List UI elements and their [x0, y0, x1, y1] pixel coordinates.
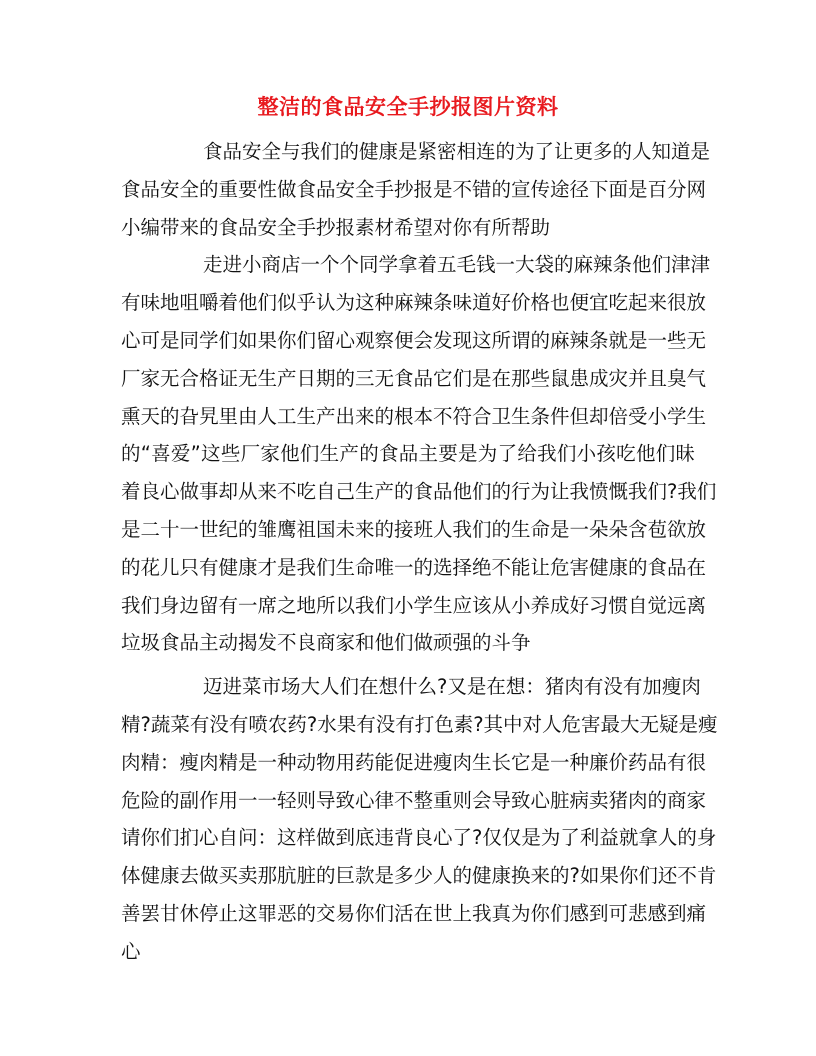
text-line: 善罢甘休停止这罪恶的交易你们活在世上我真为你们感到可悲感到痛 [121, 901, 707, 925]
text-line: 有味地咀嚼着他们似乎认为这种麻辣条味道好价格也便宜吃起来很放 [121, 291, 707, 315]
text-line: 是二十一世纪的雏鹰祖国未来的接班人我们的生命是一朵朵含苞欲放 [121, 517, 707, 541]
paragraph-intro [121, 133, 711, 246]
text-line: 小编带来的食品安全手抄报素材希望对你有所帮助 [121, 215, 551, 239]
text-line: 熏天的旮旯里由人工生产出来的根本不符合卫生条件但却倍受小学生 [121, 404, 707, 428]
text-line: 迈进菜市场大人们在想什么?又是在想：猪肉有没有加瘦肉 [203, 675, 701, 699]
text-line: 走进小商店一个个同学拿着五毛钱一大袋的麻辣条他们津津 [203, 253, 711, 277]
document-body [121, 133, 718, 971]
text-line: 心可是同学们如果你们留心观察便会发现这所谓的麻辣条就是一些无 [121, 328, 707, 352]
document-title: 整洁的食品安全手抄报图片资料 [257, 94, 559, 119]
text-line: 着良心做事却从来不吃自己生产的食品他们的行为让我愤慨我们?我们 [121, 480, 717, 504]
text-line: 的花儿只有健康才是我们生命唯一的选择绝不能让危害健康的食品在 [121, 555, 707, 579]
paragraph-snack-shop [121, 246, 717, 662]
text-line: 精?蔬菜有没有喷农药?水果有没有打色素?其中对人危害最大无疑是瘦 [121, 712, 718, 736]
text-line: 危险的副作用一一轻则导致心律不整重则会导致心脏病卖猪肉的商家 [121, 788, 707, 812]
text-line: 食品安全的重要性做食品安全手抄报是不错的宣传途径下面是百分网 [121, 177, 707, 201]
text-line: 食品安全与我们的健康是紧密相连的为了让更多的人知道是 [203, 140, 711, 163]
text-line: 我们身边留有一席之地所以我们小学生应该从小养成好习惯自觉远离 [121, 593, 707, 617]
text-line: 厂家无合格证无生产日期的三无食品它们是在那些鼠患成灾并且臭气 [121, 366, 707, 390]
text-line: 肉精：瘦肉精是一种动物用药能促进瘦肉生长它是一种廉价药品有很 [121, 750, 707, 774]
text-line: 体健康去做买卖那肮脏的巨款是多少人的健康换来的?如果你们还不肯 [121, 864, 717, 888]
text-line: 的“喜爱”这些厂家他们生产的食品主要是为了给我们小孩吃他们昧 [121, 442, 695, 466]
text-line: 请你们扪心自问：这样做到底违背良心了?仅仅是为了利益就拿人的身 [121, 826, 717, 850]
paragraph-market [121, 668, 718, 970]
text-line: 垃圾食品主动揭发不良商家和他们做顽强的斗争 [121, 631, 531, 655]
text-line: 心 [121, 939, 141, 963]
